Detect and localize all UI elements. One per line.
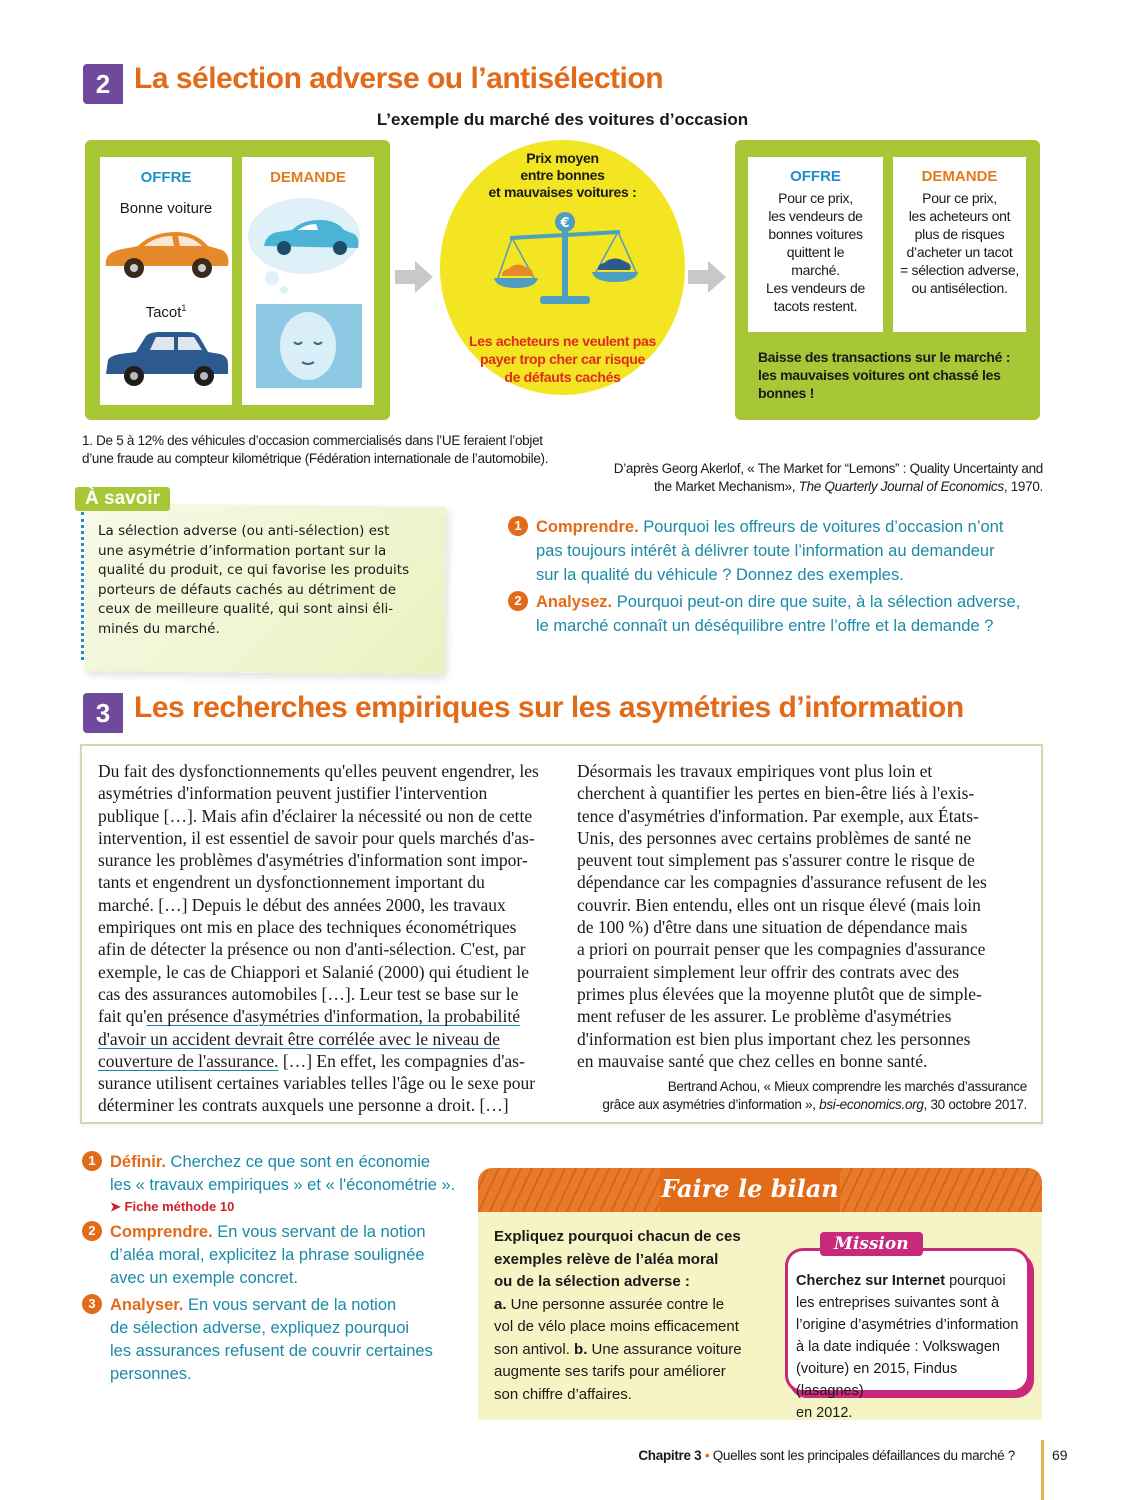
orange-car-icon [100, 218, 232, 288]
demande-panel [242, 157, 374, 405]
scale-balance-icon [490, 208, 640, 308]
dreaming-buyer-illustration [242, 186, 374, 396]
bonne-voiture-label: Bonne voiture [119, 200, 213, 217]
arrow-2-bar [688, 270, 710, 284]
demande-result-text: Pour ce prix, les acheteurs ont plus de risques d’acheter un tacot = sélection adverse, ou antisélection. [900, 190, 1019, 296]
a-savoir-tag: À savoir [75, 487, 170, 511]
question-1: 1 Comprendre. Pourquoi les offreurs de voitures d’occasion n’ont pas toujours intérêt à délivrer toute l’information au demandeur sur la qualité du véhicule ? Donnez des exemples. [508, 515, 1048, 587]
demande-result-panel [893, 157, 1026, 332]
fiche-methode-link[interactable]: ➤ Fiche méthode 10 [110, 1199, 235, 1214]
offre-panel [100, 157, 232, 405]
tacot-label: Tacot$^1$ [145, 303, 187, 321]
figure-source: D’après Georg Akerlof, « The Market for “Lemons” : Quality Uncertainty and the Market Mechanism», The Quarterly Journal of Economics, 1970. [613, 461, 1043, 494]
mission-tag: Mission [820, 1232, 923, 1256]
market-conclusion: Baisse des transactions sur le marché : les mauvaises voitures ont chassé les bonnes ! [758, 349, 1011, 401]
section-title: La sélection adverse ou l’antisélection [134, 62, 664, 95]
bilan-text: Expliquez pourquoi chacun de ces exemples relève de l’aléa moral ou de la sélection adverse : a. Une personne assurée contre le vol de vélo place moins efficacement son antivol. b. Une assurance voiture augmente ses tarifs pour améliorer son chiffre d’affaires. [494, 1228, 742, 1403]
article-right-column: Désormais les travaux empiriques vont plus loin et cherchent à quantifier les pertes en bien-être liés à l'exis- tence d'asymétries d'information. Par exemple, aux États- Unis, des personnes avec certains problèmes de santé ne peuvent tout simplement pas s'assurer contre le risque de dépendance car les compagnies d'assurance refusent de les couvrir. Bien entendu, elles ont un risque élevé (mais loin de 100 %) d'être dans une situation de dépendance mais a priori on pourrait penser que les compagnies d'assurance pourraient simplement leur offrir des contrats avec des primes plus élevées que la moyenne plutôt que de simple- ment refuser de les assurer. Le problème d'asymétries d'information est bien plus important chez les personnes en mauvaise santé que chez celles en bonne santé. [577, 761, 987, 1071]
euro-symbol: € [560, 216, 570, 231]
dotted-rule [81, 512, 84, 660]
question-3-3: 3 Analyser. En vous servant de la notion de sélection adverse, expliquez pourquoi les assurances refusent de couvrir certaines personnes. [82, 1294, 462, 1386]
demande-result-label: DEMANDE [921, 168, 998, 185]
figure-title: L’exemple du marché des voitures d’occasion [376, 110, 749, 129]
footnote: 1. De 5 à 12% des véhicules d’occasion commercialisés dans l’UE feraient l’objet d’une fraude au compteur kilométrique (Fédération internationale de l’automobile). [82, 433, 549, 466]
blue-car-icon [100, 322, 232, 394]
footer-rule [1041, 1440, 1044, 1500]
offre-result-panel [748, 157, 883, 332]
questions-section-2 [508, 515, 1048, 638]
offre-result-label: OFFRE [790, 168, 841, 185]
page-number: 69 [1052, 1447, 1068, 1463]
underlined-sentence: en présence d'asymétries d'information, la probabilité [146, 1006, 521, 1027]
text-frame-top [80, 744, 1043, 746]
circle-warning: Les acheteurs ne veulent pas payer trop cher car risque de défauts cachés [469, 333, 656, 385]
section-3-title: Les recherches empiriques sur les asymétries d’information [134, 691, 964, 724]
question-3-1: 1 Définir. Cherchez ce que sont en économie les « travaux empiriques » et « l'économétrie ». ➤ Fiche méthode 10 [82, 1151, 462, 1217]
section-number-badge: 2 [83, 64, 123, 104]
article-source: Bertrand Achou, « Mieux comprendre les marchés d’assurance grâce aux asymétries d’information », bsi-economics.org, 30 octobre 2017. [602, 1079, 1027, 1112]
section-3-number-badge: 3 [83, 693, 123, 733]
footer-chapter: Chapitre 3 • Quelles sont les principales défaillances du marché ? [638, 1448, 1015, 1463]
question-2: 2 Analysez. Pourquoi peut-on dire que suite, à la sélection adverse, le marché connaît un déséquilibre entre l’offre et la demande ? [508, 590, 1048, 638]
bilan-title: Faire le bilan [661, 1174, 839, 1203]
arrow-1-bar [395, 270, 417, 284]
article-left-column: Du fait des dysfonctionnements qu'elles peuvent engendrer, les asymétries d'information peuvent justifier l'intervention publique […]. Mais afin d'éclairer la nécessité ou non de cette intervention, il est essentiel de savoir pour quels marchés d'as- surance les problèmes d'asymétries d'information sont impor- tants et engendrent un dysfonctionnement important du marché. […] Depuis le début des années 2000, les travaux empiriques ont mis en place des techniques économétriques afin de détecter la présence ou non d'anti-sélection. C'est, par exemple, le cas de Chiappori et Salanié (2000) qui étudient le cas des assurances automobiles […]. Leur test se base sur le fait qu'en présence d'asymétries d'information, la probabilité d'avoir un accident devrait être corrélée avec le niveau de couverture de l'assurance. […] En effet, les compagnies d'as- surance utilisent certaines variables telles l'âge ou le sexe pour déterminer les contrats auxquels une personne a droit. […] [98, 761, 539, 1116]
mission-text: Cherchez sur Internet pourquoi les entreprises suivantes sont à l’origine d’asymétries d’information à la date indiquée : Volkswagen (voiture) en 2015, Findus (lasagnes) en 2012. [796, 1273, 1019, 1421]
demande-label: DEMANDE [270, 169, 346, 186]
arrow-right-icon-2 [708, 261, 726, 293]
offre-label: OFFRE [140, 169, 192, 186]
offre-result-text: Pour ce prix, les vendeurs de bonnes voitures quittent le marché. Les vendeurs de tacots restent. [765, 190, 866, 314]
arrow-right-icon [415, 261, 433, 293]
circle-title: Prix moyen entre bonnes et mauvaises voitures : [488, 150, 637, 200]
question-3-2: 2 Comprendre. En vous servant de la notion d’aléa moral, explicitez la phrase soulignée avec un exemple concret. [82, 1221, 462, 1290]
a-savoir-text: La sélection adverse (ou anti-sélection) est une asymétrie d’information portant sur la qualité du produit, ce qui favorise les produits porteurs de défauts cachés au détriment de ceux de meilleure qualité, qui sont ainsi éli- minés du marché. [98, 523, 410, 637]
questions-section-3 [82, 1151, 462, 1386]
